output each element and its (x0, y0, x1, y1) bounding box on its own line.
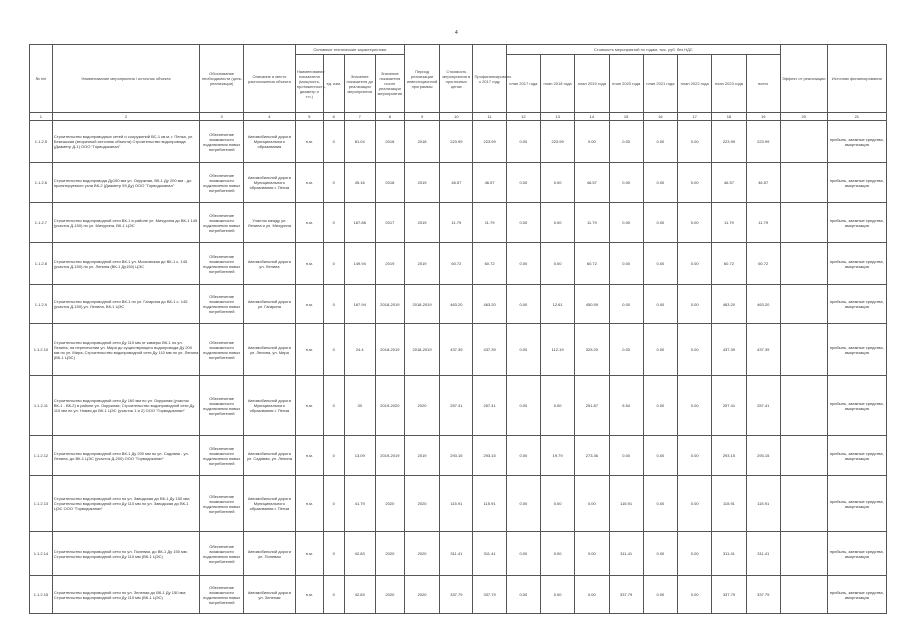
row-year-5: 0.00 (643, 324, 677, 376)
row-before: 0 (323, 436, 344, 476)
header-source: Источник финансирования (827, 45, 886, 113)
table-row (30, 476, 887, 532)
row-year-3: 0.00 (575, 532, 609, 576)
row-period: 2019-2020 (375, 376, 404, 436)
row-year-2: 112.19 (540, 324, 574, 376)
row-period: 2020 (375, 576, 404, 614)
row-effect (780, 532, 827, 576)
table-row (30, 203, 887, 243)
row-year-2: 0.00 (540, 163, 574, 203)
row-year-6: 0.00 (678, 243, 712, 285)
row-year-3: 251.87 (575, 376, 609, 436)
row-year-1: 0.00 (506, 436, 540, 476)
row-year-1: 0.00 (506, 576, 540, 614)
column-number: 3 (200, 113, 244, 121)
row-number: 1.1.2.9 (30, 285, 53, 324)
row-unit: п.м. (295, 576, 323, 614)
row-unit: п.м. (295, 476, 323, 532)
header-purpose: Обоснование необходимости (цель реализации) (200, 45, 244, 113)
row-description: Участок между ул. Ленина и ул. Мичурина (243, 203, 295, 243)
row-cost-rest: 223.99 (473, 121, 506, 163)
row-cost-done: 463.20 (440, 285, 473, 324)
row-year-2: 0.00 (540, 576, 574, 614)
row-period: 2018-2019 (375, 285, 404, 324)
row-purpose: Обеспечение возможности подключения новых потребителей (200, 376, 244, 436)
row-after: 41.79 (344, 476, 375, 532)
row-number: 1.1.2.5 (30, 121, 53, 163)
row-name: Строительство водопроводной сети по ул. Зеленая до ВК-1 Ду 150 мм; Строительство водопроводной сети Ду 110 мм (ВК-1 ЦЭС) (52, 576, 199, 614)
column-number: 14 (575, 113, 609, 121)
row-effect (780, 121, 827, 163)
row-cost-rest: 337.79 (473, 576, 506, 614)
header-year-1: план 2017 года (506, 55, 540, 113)
table-row (30, 285, 887, 324)
row-source: прибыль, заемные средства, амортизация (827, 324, 886, 376)
row-period: 2018 (375, 163, 404, 203)
header-year-total: всего (746, 55, 780, 113)
row-cost-done: 437.39 (440, 324, 473, 376)
row-year-7: 463.20 (712, 285, 746, 324)
row-name: Строительство водопровода Ду150 мм ул. Окружная, ВК-1 Ду 200 мм - до проектируемого узла ВК-2 (Диаметр 59 Ду) ООО "Горводоканал" (52, 163, 199, 203)
row-unit: п.м. (295, 163, 323, 203)
row-purpose: Обеспечение возможности подключения новых потребителей (200, 203, 244, 243)
header-group-years: Стоимость мероприятий по годам, тыс. руб. без НДС (506, 45, 780, 55)
header-num: № п/п (30, 45, 53, 113)
table-row (30, 532, 887, 576)
row-year-4: 337.79 (609, 576, 643, 614)
row-purpose: Обеспечение возможности подключения новых потребителей (200, 121, 244, 163)
row-after: 149.94 (344, 243, 375, 285)
row-cost-done: 337.79 (440, 576, 473, 614)
row-purpose: Обеспечение возможности подключения новых потребителей (200, 476, 244, 532)
row-year-3: 60.72 (575, 243, 609, 285)
row-source: прибыль, заемные средства, амортизация (827, 376, 886, 436)
row-year-1: 0.00 (506, 285, 540, 324)
row-before: 0 (323, 243, 344, 285)
row-year-6: 0.00 (678, 532, 712, 576)
row-total: 337.79 (746, 576, 780, 614)
row-year-3: 325.20 (575, 324, 609, 376)
row-total: 293.15 (746, 436, 780, 476)
row-cost-rest: 115.91 (473, 476, 506, 532)
row-total: 257.41 (746, 376, 780, 436)
row-year-5: 0.00 (643, 576, 677, 614)
row-effect (780, 324, 827, 376)
row-number: 1.1.2.10 (30, 324, 53, 376)
row-number: 1.1.2.13 (30, 476, 53, 532)
row-year-4: 0.00 (609, 285, 643, 324)
row-year-7: 60.72 (712, 243, 746, 285)
row-period: 2017 (375, 203, 404, 243)
row-year-7: 257.41 (712, 376, 746, 436)
row-after: 167.88 (344, 203, 375, 243)
column-number: 4 (243, 113, 295, 121)
row-purpose: Обеспечение возможности подключения новых потребителей (200, 532, 244, 576)
row-description: Автомобильной дороги ул. Садовая, ул. Ленина (243, 436, 295, 476)
row-total: 463.20 (746, 285, 780, 324)
row-year-5: 0.00 (643, 121, 677, 163)
header-name: Наименование мероприятия / источник объекта (52, 45, 199, 113)
investment-table (29, 44, 887, 614)
row-source: прибыль, заемные средства, амортизация (827, 532, 886, 576)
table-row (30, 436, 887, 476)
row-year-7: 437.39 (712, 324, 746, 376)
row-year-7: 337.79 (712, 576, 746, 614)
row-description: Автомобильной дороги Муниципального образования г. Пенза (243, 163, 295, 203)
row-year-2: 0.00 (540, 532, 574, 576)
row-total: 311.41 (746, 532, 780, 576)
row-unit: п.м. (295, 376, 323, 436)
row-year-4: 0.00 (609, 163, 643, 203)
row-before: 0 (323, 121, 344, 163)
row-name: Строительство водопроводных сетей и сооружений ВС-1 кв.м, г. Пенза, ул. Бекешская (вторичный источник объекта) Строительство водопровода (Диаметр Д-1) ООО "Горводоканал" (52, 121, 199, 163)
row-name: Строительство водопроводной сети по ул. Заводская до ВК-1 Ду 150 мм; Строительство водопроводной сети Ду 110 мм по ул. Заводская до ВК-1 ЦЭС ООО "Горводоканал" (52, 476, 199, 532)
row-effect (780, 376, 827, 436)
row-source: прибыль, заемные средства, амортизация (827, 436, 886, 476)
row-year-3: 0.00 (575, 121, 609, 163)
row-before: 0 (323, 476, 344, 532)
row-year-6: 0.00 (678, 203, 712, 243)
row-effect (780, 476, 827, 532)
table-row (30, 576, 887, 614)
row-period: 2019-2019 (375, 436, 404, 476)
row-description: Автомобильной дороги Муниципального образования г. Пенза (243, 476, 295, 532)
row-unit: п.м. (295, 285, 323, 324)
row-cost-rest: 463.20 (473, 285, 506, 324)
row-purpose: Обеспечение возможности подключения новых потребителей (200, 163, 244, 203)
header-desc: Описание и место расположения объекта (243, 45, 295, 113)
table-row (30, 243, 887, 285)
row-unit: п.м. (295, 436, 323, 476)
header-year-3: план 2019 года (575, 55, 609, 113)
row-purpose: Обеспечение возможности подключения новых потребителей (200, 576, 244, 614)
row-before: 0 (323, 163, 344, 203)
column-number: 5 (295, 113, 323, 121)
row-year-1: 0.00 (506, 163, 540, 203)
row-cost-rest: 11.79 (473, 203, 506, 243)
row-after: 45.16 (344, 163, 375, 203)
row-year-6: 0.00 (678, 576, 712, 614)
row-year-2: 0.00 (540, 203, 574, 243)
column-number-row (30, 113, 887, 121)
row-cost-done: 115.91 (440, 476, 473, 532)
column-number: 9 (404, 113, 439, 121)
row-number: 1.1.2.15 (30, 576, 53, 614)
row-number: 1.1.2.6 (30, 163, 53, 203)
row-year-1: 0.00 (506, 476, 540, 532)
header-group-main: Основные технические характеристики (295, 45, 404, 55)
row-year-1: 0.00 (506, 203, 540, 243)
row-purpose: Обеспечение возможности подключения новых потребителей (200, 243, 244, 285)
row-cost-rest: 257.41 (473, 376, 506, 436)
row-year-4: 0.00 (609, 121, 643, 163)
row-name: Строительство водопроводной сети по ул. Полевая, до ВК-1 Ду 150 мм; Строительство водопроводной сети Ду 110 мм (ВК-1 ЦЭС) (52, 532, 199, 576)
row-after: 24.4 (344, 324, 375, 376)
row-year-4: 0.00 (609, 243, 643, 285)
column-number: 19 (746, 113, 780, 121)
row-year-3: 450.59 (575, 285, 609, 324)
header-unit2: ед. изм. (323, 55, 344, 113)
column-number: 2 (52, 113, 199, 121)
row-cost-total: 2020 (404, 576, 439, 614)
column-number: 10 (440, 113, 473, 121)
header-cost-done: Профинансировано к 2017 году (473, 45, 506, 113)
row-before: 0 (323, 576, 344, 614)
row-source: прибыль, заемные средства, амортизация (827, 576, 886, 614)
row-cost-done: 60.72 (440, 243, 473, 285)
row-source: прибыль, заемные средства, амортизация (827, 121, 886, 163)
header-period: Период реализации инвестиционной программы (404, 45, 439, 113)
row-number: 1.1.2.8 (30, 243, 53, 285)
header-unit: Наименование показателя (мощность, протяженность, диаметр и т.п.) (295, 55, 323, 113)
row-cost-total: 2018 (404, 121, 439, 163)
row-cost-total: 2019 (404, 243, 439, 285)
column-number: 13 (540, 113, 574, 121)
row-year-3: 273.36 (575, 436, 609, 476)
column-number: 11 (473, 113, 506, 121)
row-number: 1.1.2.12 (30, 436, 53, 476)
row-cost-total: 2018-2019 (404, 324, 439, 376)
row-cost-done: 311.41 (440, 532, 473, 576)
row-number: 1.1.2.7 (30, 203, 53, 243)
row-source: прибыль, заемные средства, амортизация (827, 243, 886, 285)
row-after: 167.94 (344, 285, 375, 324)
row-year-4: 0.00 (609, 324, 643, 376)
header-cost-total: Стоимость мероприятия в прогнозных ценах (440, 45, 473, 113)
row-year-1: 0.00 (506, 376, 540, 436)
row-cost-rest: 46.57 (473, 163, 506, 203)
header-before: Значение показателя до реализации мероприятия (344, 55, 375, 113)
header-after: Значение показателя после реализации мероприятия (375, 55, 404, 113)
row-after: 30 (344, 376, 375, 436)
row-after: 13.09 (344, 436, 375, 476)
row-description: Автомобильной дороги Муниципального образования г. Пенза (243, 376, 295, 436)
row-year-1: 0.00 (506, 121, 540, 163)
row-after: 42.83 (344, 532, 375, 576)
row-period: 2019 (375, 243, 404, 285)
row-description: Автомобильной дороги ул. Зеленая (243, 576, 295, 614)
row-purpose: Обеспечение возможности подключения новых потребителей (200, 436, 244, 476)
row-year-6: 0.00 (678, 476, 712, 532)
row-year-7: 115.91 (712, 476, 746, 532)
row-cost-done: 293.15 (440, 436, 473, 476)
column-number: 21 (827, 113, 886, 121)
row-year-2: 12.61 (540, 285, 574, 324)
row-name: Строительство водопроводной сети ВК-1 по ул. Гагарина до ВК-1 с. 145 (участок Д-150) ул. Ленина, ВК-1 ЦЭС (52, 285, 199, 324)
row-year-7: 311.41 (712, 532, 746, 576)
row-name: Строительство водопроводной сети Ду 160 мм по ул. Окружная (участок ВК-1 - ВК-2) в районе ул. Окружная; Строительство водопроводной сети Ду 110 мм по ул. Новая до ВК-1 ЦЭС (участок 1 и 2) ООО "Горводоканал" (52, 376, 199, 436)
row-unit: п.м. (295, 121, 323, 163)
row-year-4: 0.00 (609, 203, 643, 243)
row-year-5: 0.00 (643, 163, 677, 203)
row-unit: п.м. (295, 532, 323, 576)
row-cost-done: 11.79 (440, 203, 473, 243)
row-number: 1.1.2.14 (30, 532, 53, 576)
row-total: 11.79 (746, 203, 780, 243)
row-year-5: 0.00 (643, 532, 677, 576)
row-year-5: 0.00 (643, 285, 677, 324)
column-number: 20 (780, 113, 827, 121)
table-row (30, 324, 887, 376)
row-name: Строительство водопроводной сети ВК-1 Ду 200 мм по ул. Садовая - ул. Ленина, до ВК-1 ЦЭС (участок Д-200) ООО "Горводоканал" (52, 436, 199, 476)
row-before: 0 (323, 285, 344, 324)
row-description: Автомобильной дороги ул. Полевая (243, 532, 295, 576)
row-year-6: 0.00 (678, 163, 712, 203)
column-number: 8 (375, 113, 404, 121)
row-effect (780, 243, 827, 285)
row-source: прибыль, заемные средства, амортизация (827, 476, 886, 532)
row-name: Строительство водопроводной сети ВК-1 ул. Московская до ВК-1 с. 145 (участок Д-150) по ул. Ленина (ВК-1 Ду150) ЦЭС (52, 243, 199, 285)
row-purpose: Обеспечение возможности подключения новых потребителей (200, 285, 244, 324)
row-year-5: 0.00 (643, 436, 677, 476)
row-after: 42.83 (344, 576, 375, 614)
row-year-5: 0.00 (643, 203, 677, 243)
row-description: Автомобильной дороги ул. Ленина, ул. Мира (243, 324, 295, 376)
row-effect (780, 203, 827, 243)
column-number: 17 (678, 113, 712, 121)
row-year-2: 19.79 (540, 436, 574, 476)
row-total: 437.39 (746, 324, 780, 376)
row-cost-total: 2019 (404, 163, 439, 203)
row-total: 60.72 (746, 243, 780, 285)
row-year-4: 115.91 (609, 476, 643, 532)
row-cost-done: 46.57 (440, 163, 473, 203)
row-effect (780, 436, 827, 476)
row-year-7: 46.57 (712, 163, 746, 203)
column-number: 7 (344, 113, 375, 121)
row-cost-done: 257.41 (440, 376, 473, 436)
row-after: 81.04 (344, 121, 375, 163)
row-year-1: 0.00 (506, 243, 540, 285)
row-number: 1.1.2.11 (30, 376, 53, 436)
row-total: 223.99 (746, 121, 780, 163)
row-before: 0 (323, 324, 344, 376)
row-year-6: 0.00 (678, 376, 712, 436)
row-year-3: 0.00 (575, 576, 609, 614)
row-cost-done: 223.99 (440, 121, 473, 163)
row-year-6: 0.00 (678, 436, 712, 476)
row-source: прибыль, заемные средства, амортизация (827, 285, 886, 324)
page-number: 4 (455, 30, 458, 36)
row-description: Автомобильной дороги ул. Ленина (243, 243, 295, 285)
row-period: 2020 (375, 476, 404, 532)
header-year-7: план 2023 года (712, 55, 746, 113)
row-year-3: 0.00 (575, 476, 609, 532)
row-cost-rest: 311.41 (473, 532, 506, 576)
row-name: Строительство водопроводной сети ВК-1 в районе ул. Мичурина до ВК-1 145 (участок Д-150) по ул. Мичурина, ВК-1 ЦЭС (52, 203, 199, 243)
row-year-5: 0.00 (643, 243, 677, 285)
row-source: прибыль, заемные средства, амортизация (827, 163, 886, 203)
row-name: Строительство водопроводной сети Ду 110 мм от камеры ВК-1 по ул. Ленина, на пересечении ул. Мира до существующего водопровода Ду 200 мм по ул. Мира; Строительство водопроводной сети Ду 110 мм по ул. Ленина (ВК-1 ЦЭС) (52, 324, 199, 376)
row-year-2: 0.00 (540, 376, 574, 436)
row-cost-total: 2020 (404, 532, 439, 576)
row-source: прибыль, заемные средства, амортизация (827, 203, 886, 243)
row-year-6: 0.00 (678, 324, 712, 376)
row-year-2: 0.00 (540, 476, 574, 532)
row-before: 0 (323, 532, 344, 576)
row-year-1: 0.00 (506, 532, 540, 576)
row-year-5: 0.00 (643, 476, 677, 532)
header-year-2: план 2018 года (540, 55, 574, 113)
row-cost-rest: 293.15 (473, 436, 506, 476)
row-effect (780, 285, 827, 324)
row-effect (780, 163, 827, 203)
column-number: 16 (643, 113, 677, 121)
row-year-7: 223.99 (712, 121, 746, 163)
row-year-5: 0.00 (643, 376, 677, 436)
row-description: Автомобильной дороги ул. Гагарина (243, 285, 295, 324)
column-number: 15 (609, 113, 643, 121)
row-year-4: 0.00 (609, 436, 643, 476)
row-year-2: 0.00 (540, 243, 574, 285)
row-period: 2018-2019 (375, 324, 404, 376)
row-cost-rest: 60.72 (473, 243, 506, 285)
table-row (30, 376, 887, 436)
row-total: 46.57 (746, 163, 780, 203)
header-effect: Эффект от реализации (780, 45, 827, 113)
row-unit: п.м. (295, 324, 323, 376)
row-effect (780, 576, 827, 614)
column-number: 18 (712, 113, 746, 121)
row-year-6: 0.00 (678, 285, 712, 324)
row-before: 0 (323, 376, 344, 436)
row-year-4: 5.54 (609, 376, 643, 436)
row-year-7: 11.79 (712, 203, 746, 243)
row-cost-total: 2019 (404, 436, 439, 476)
row-cost-total: 2019 (404, 203, 439, 243)
row-year-3: 11.79 (575, 203, 609, 243)
header-year-4: план 2020 года (609, 55, 643, 113)
row-cost-total: 2020 (404, 376, 439, 436)
row-cost-rest: 437.39 (473, 324, 506, 376)
row-description: Автомобильной дороги Муниципального образования (243, 121, 295, 163)
row-unit: п.м. (295, 203, 323, 243)
row-period: 2020 (375, 532, 404, 576)
row-unit: п.м. (295, 243, 323, 285)
row-year-1: 0.00 (506, 324, 540, 376)
row-year-4: 311.41 (609, 532, 643, 576)
row-year-2: 223.99 (540, 121, 574, 163)
row-total: 115.91 (746, 476, 780, 532)
column-number: 12 (506, 113, 540, 121)
table-row (30, 121, 887, 163)
row-purpose: Обеспечение возможности подключения новых потребителей (200, 324, 244, 376)
header-year-5: план 2021 года (643, 55, 677, 113)
header-year-6: план 2022 года (678, 55, 712, 113)
row-year-3: 46.57 (575, 163, 609, 203)
table-body (30, 121, 887, 614)
column-number: 6 (323, 113, 344, 121)
row-year-7: 293.15 (712, 436, 746, 476)
row-before: 0 (323, 203, 344, 243)
row-cost-total: 2018-2019 (404, 285, 439, 324)
column-number: 1 (30, 113, 53, 121)
table-row (30, 163, 887, 203)
row-year-6: 0.00 (678, 121, 712, 163)
row-cost-total: 2020 (404, 476, 439, 532)
row-period: 2018 (375, 121, 404, 163)
